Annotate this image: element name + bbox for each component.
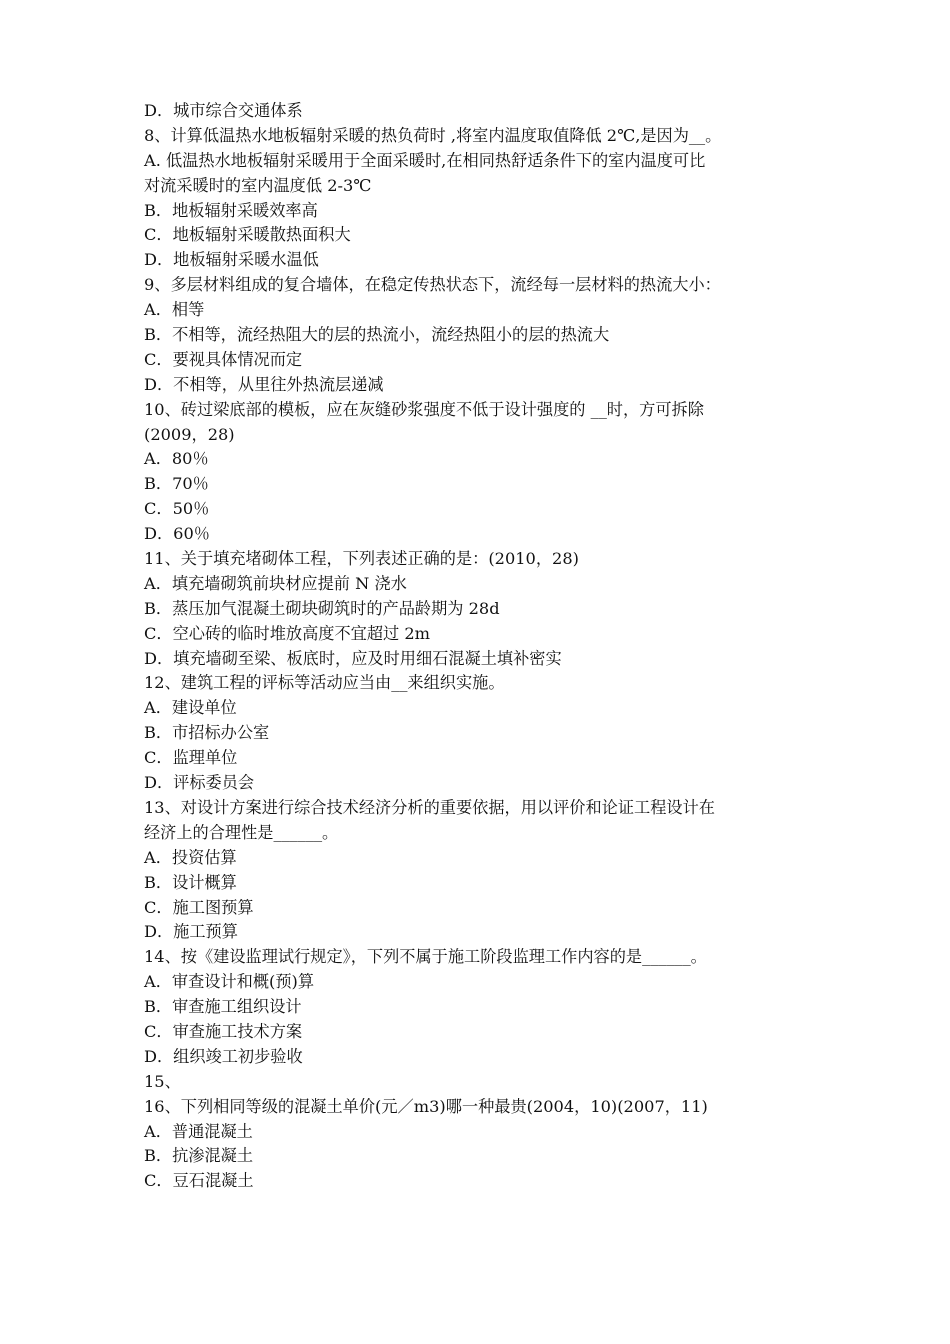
text-line: A．投资估算 — [144, 847, 237, 867]
text-line: A．普通混凝土 — [144, 1121, 253, 1141]
text-line: B．市招标办公室 — [144, 723, 270, 743]
text-line: A．80％ — [144, 449, 209, 469]
text-line: 10、砖过梁底部的模板，应在灰缝砂浆强度不低于设计强度的 __时，方可拆除 — [144, 399, 704, 419]
text-line: B．抗渗混凝土 — [144, 1146, 254, 1166]
text-line: 14、按《建设监理试行规定》，下列不属于施工阶段监理工作内容的是______。 — [144, 947, 707, 967]
text-line: B．审查施工组织设计 — [144, 997, 302, 1017]
text-line: D．施工预算 — [144, 922, 238, 942]
text-line: C．监理单位 — [144, 748, 238, 768]
text-line: C．空心砖的临时堆放高度不宜超过 2m — [144, 623, 430, 643]
text-line: B．不相等，流经热阻大的层的热流小，流经热阻小的层的热流大 — [144, 325, 610, 345]
text-line: D．组织竣工初步验收 — [144, 1046, 303, 1066]
text-line: B．70％ — [144, 474, 209, 494]
text-line: 16、下列相同等级的混凝土单价(元／m3)哪一种最贵(2004，10)(2007，11) — [144, 1096, 708, 1116]
text-line: C．施工图预算 — [144, 897, 254, 917]
text-line: 8、计算低温热水地板辐射采暖的热负荷时 ,将室内温度取值降低 2℃,是因为__。 — [144, 125, 722, 145]
text-line: 9、多层材料组成的复合墙体，在稳定传热状态下，流经每一层材料的热流大小： — [144, 275, 721, 295]
text-line: D．填充墙砌至梁、板底时，应及时用细石混凝土填补密实 — [144, 648, 562, 668]
text-line: D．评标委员会 — [144, 773, 255, 793]
text-line: C．豆石混凝土 — [144, 1171, 254, 1191]
text-line: C．审查施工技术方案 — [144, 1021, 303, 1041]
text-line: D．60％ — [144, 524, 210, 544]
text-line: A．相等 — [144, 300, 205, 320]
text-line: B．蒸压加气混凝土砌块砌筑时的产品龄期为 28d — [144, 598, 500, 618]
text-line: C．地板辐射采暖散热面积大 — [144, 225, 351, 245]
text-line: 对流采暖时的室内温度低 2-3℃ — [144, 175, 372, 195]
text-line: B．地板辐射采暖效率高 — [144, 200, 318, 220]
text-line: A．审查设计和概(预)算 — [144, 972, 315, 992]
text-line: A．建设单位 — [144, 698, 237, 718]
text-line: 11、关于填充堵砌体工程，下列表述正确的是：(2010，28) — [144, 549, 579, 569]
text-line: 15、 — [144, 1071, 181, 1091]
text-line: D．不相等，从里往外热流层递减 — [144, 374, 384, 394]
text-line: 经济上的合理性是______。 — [144, 822, 339, 842]
text-line: 12、建筑工程的评标等活动应当由__来组织实施。 — [144, 673, 505, 693]
text-line: B．设计概算 — [144, 872, 237, 892]
text-line: A．填充墙砌筑前块材应提前 N 浇水 — [144, 573, 407, 593]
text-line: D．地板辐射采暖水温低 — [144, 250, 319, 270]
text-line: D．城市综合交通体系 — [144, 101, 303, 120]
text-line: C．50％ — [144, 499, 210, 519]
document-body — [144, 99, 812, 1194]
text-line: (2009，28) — [144, 424, 235, 444]
text-line: C．要视具体情况而定 — [144, 349, 303, 369]
text-line: 13、对设计方案进行综合技术经济分析的重要依据，用以评价和论证工程设计在 — [144, 797, 715, 817]
text-line: A. 低温热水地板辐射采暖用于全面采暖时,在相同热舒适条件下的室内温度可比 — [144, 150, 706, 170]
